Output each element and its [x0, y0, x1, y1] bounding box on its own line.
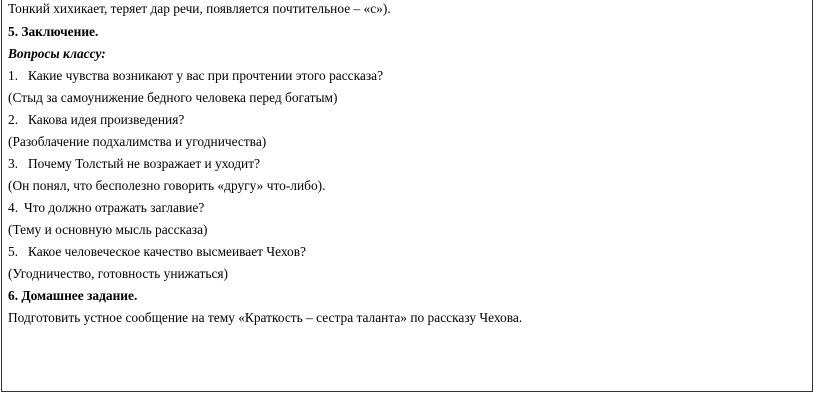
question-number: 5. [8, 244, 19, 259]
question-1 [8, 68, 383, 84]
question-text: Какие чувства возникают у вас при прочтении этого рассказа? [28, 68, 384, 83]
question-text: Что должно отражать заглавие? [24, 200, 205, 215]
section-heading-conclusion: 5. Заключение. [8, 24, 99, 39]
questions-heading: Вопросы классу: [8, 46, 106, 61]
section-heading-homework: 6. Домашнее задание. [8, 288, 138, 303]
question-number: 2. [8, 112, 19, 127]
question-number: 3. [8, 156, 19, 171]
question-3 [8, 156, 260, 172]
question-text: Почему Толстый не возражает и уходит? [28, 156, 261, 171]
question-text: Какое человеческое качество высмеивает Чехов? [28, 244, 306, 259]
answer-5: (Угодничество, готовность унижаться) [8, 266, 229, 281]
question-text: Какова идея произведения? [28, 112, 185, 127]
homework-text: Подготовить устное сообщение на тему «Краткость – сестра таланта» по рассказу Чехова. [8, 310, 523, 325]
question-5 [8, 244, 306, 260]
question-number: 4. [8, 200, 19, 215]
answer-2: (Разоблачение подхалимства и угодничества) [8, 134, 267, 149]
text-line-intro: Тонкий хихикает, теряет дар речи, появляется почтительное – «с»). [8, 1, 391, 16]
question-2 [8, 112, 184, 128]
answer-3: (Он понял, что бесполезно говорить «другу» что-либо). [8, 178, 326, 193]
question-4 [8, 200, 204, 216]
answer-4: (Тему и основную мысль рассказа) [8, 222, 208, 237]
table-cell-frame [1, 0, 813, 392]
answer-1: (Стыд за самоунижение бедного человека перед богатым) [8, 90, 338, 105]
question-number: 1. [8, 68, 19, 83]
